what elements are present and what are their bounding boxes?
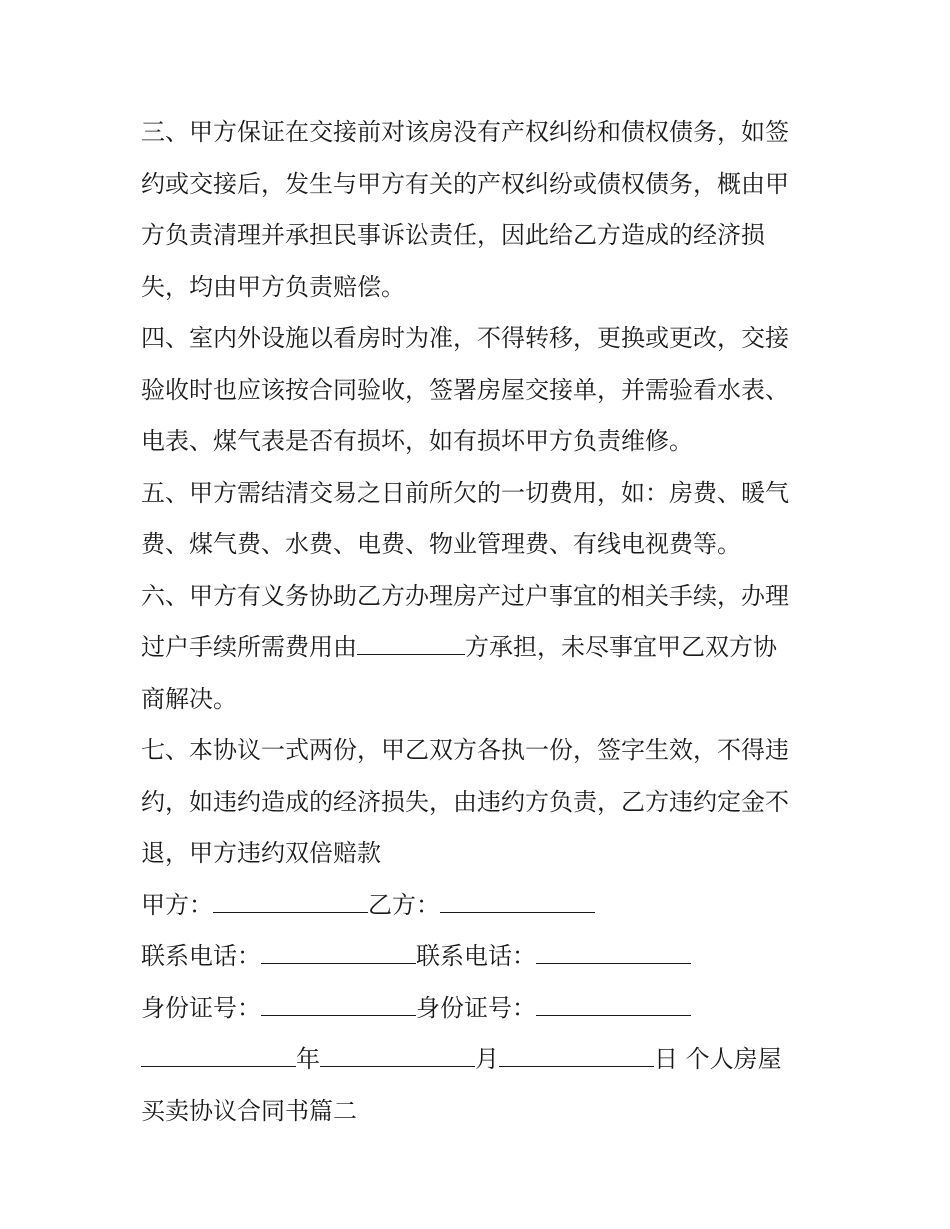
party-a-label: 甲方： — [141, 890, 213, 919]
clause-4-line-1: 四、室内外设施以看房时为准，不得转移，更换或更改，交接 — [141, 324, 789, 352]
party-b-label: 乙方： — [368, 890, 440, 919]
clause-3-line-3: 方负责清理并承担民事诉讼责任，因此给乙方造成的经济损 — [141, 221, 765, 249]
phone-a-label: 联系电话： — [141, 942, 261, 970]
signature-phone-line — [141, 931, 821, 983]
id-a-blank[interactable] — [261, 995, 416, 1016]
clause-6-line-2 — [141, 622, 821, 674]
phone-a-blank[interactable] — [261, 943, 416, 964]
party-a-blank[interactable] — [213, 892, 368, 913]
clause-6-line-3: 商解决。 — [141, 684, 237, 713]
id-b-label: 身份证号： — [416, 993, 536, 1022]
phone-b-blank[interactable] — [536, 943, 691, 964]
clause-7-line-2: 约，如违约造成的经济损失，由违约方负责，乙方违约定金不 — [141, 787, 789, 816]
clause-7-line-1: 七、本协议一式两份，甲乙双方各执一份，签字生效，不得违 — [141, 736, 789, 764]
contract-body — [141, 107, 821, 1137]
day-blank[interactable] — [499, 1046, 654, 1067]
day-label: 日 个人房屋 — [654, 1045, 782, 1073]
next-section-title: 买卖协议合同书篇二 — [141, 1096, 357, 1125]
clause-3-line-1: 三、甲方保证在交接前对该房没有产权纠纷和债权债务，如签 — [141, 118, 789, 146]
clause-4-line-2: 验收时也应该按合同验收，签署房屋交接单，并需验看水表、 — [141, 375, 789, 404]
year-label: 年 — [296, 1045, 320, 1073]
id-b-blank[interactable] — [536, 995, 691, 1016]
id-a-label: 身份证号： — [141, 993, 261, 1022]
signature-id-line — [141, 983, 821, 1035]
fee-payer-blank[interactable] — [357, 634, 465, 655]
month-label: 月 — [475, 1045, 499, 1073]
year-blank[interactable] — [141, 1046, 296, 1067]
clause-6-line-1: 六、甲方有义务协助乙方办理房产过户事宜的相关手续，办理 — [141, 581, 789, 610]
clause-6-text-before-blank: 过户手续所需费用由 — [141, 633, 357, 661]
clause-4-line-3: 电表、煤气表是否有损坏，如有损坏甲方负责维修。 — [141, 427, 693, 455]
clause-3-line-4: 失，均由甲方负责赔偿。 — [141, 272, 405, 301]
month-blank[interactable] — [320, 1046, 475, 1067]
clause-5-line-1: 五、甲方需结清交易之日前所欠的一切费用，如：房费、暖气 — [141, 478, 789, 507]
party-b-blank[interactable] — [440, 892, 595, 913]
clause-5-line-2: 费、煤气费、水费、电费、物业管理费、有线电视费等。 — [141, 530, 741, 558]
signature-date-line — [141, 1034, 821, 1086]
clause-7-line-3: 退，甲方违约双倍赔款 — [141, 839, 381, 867]
signature-party-line — [141, 880, 821, 932]
clause-3-line-2: 约或交接后，发生与甲方有关的产权纠纷或债权债务，概由甲 — [141, 169, 789, 198]
phone-b-label: 联系电话： — [416, 942, 536, 970]
clause-6-text-after-blank: 方承担，未尽事宜甲乙双方协 — [465, 633, 777, 661]
